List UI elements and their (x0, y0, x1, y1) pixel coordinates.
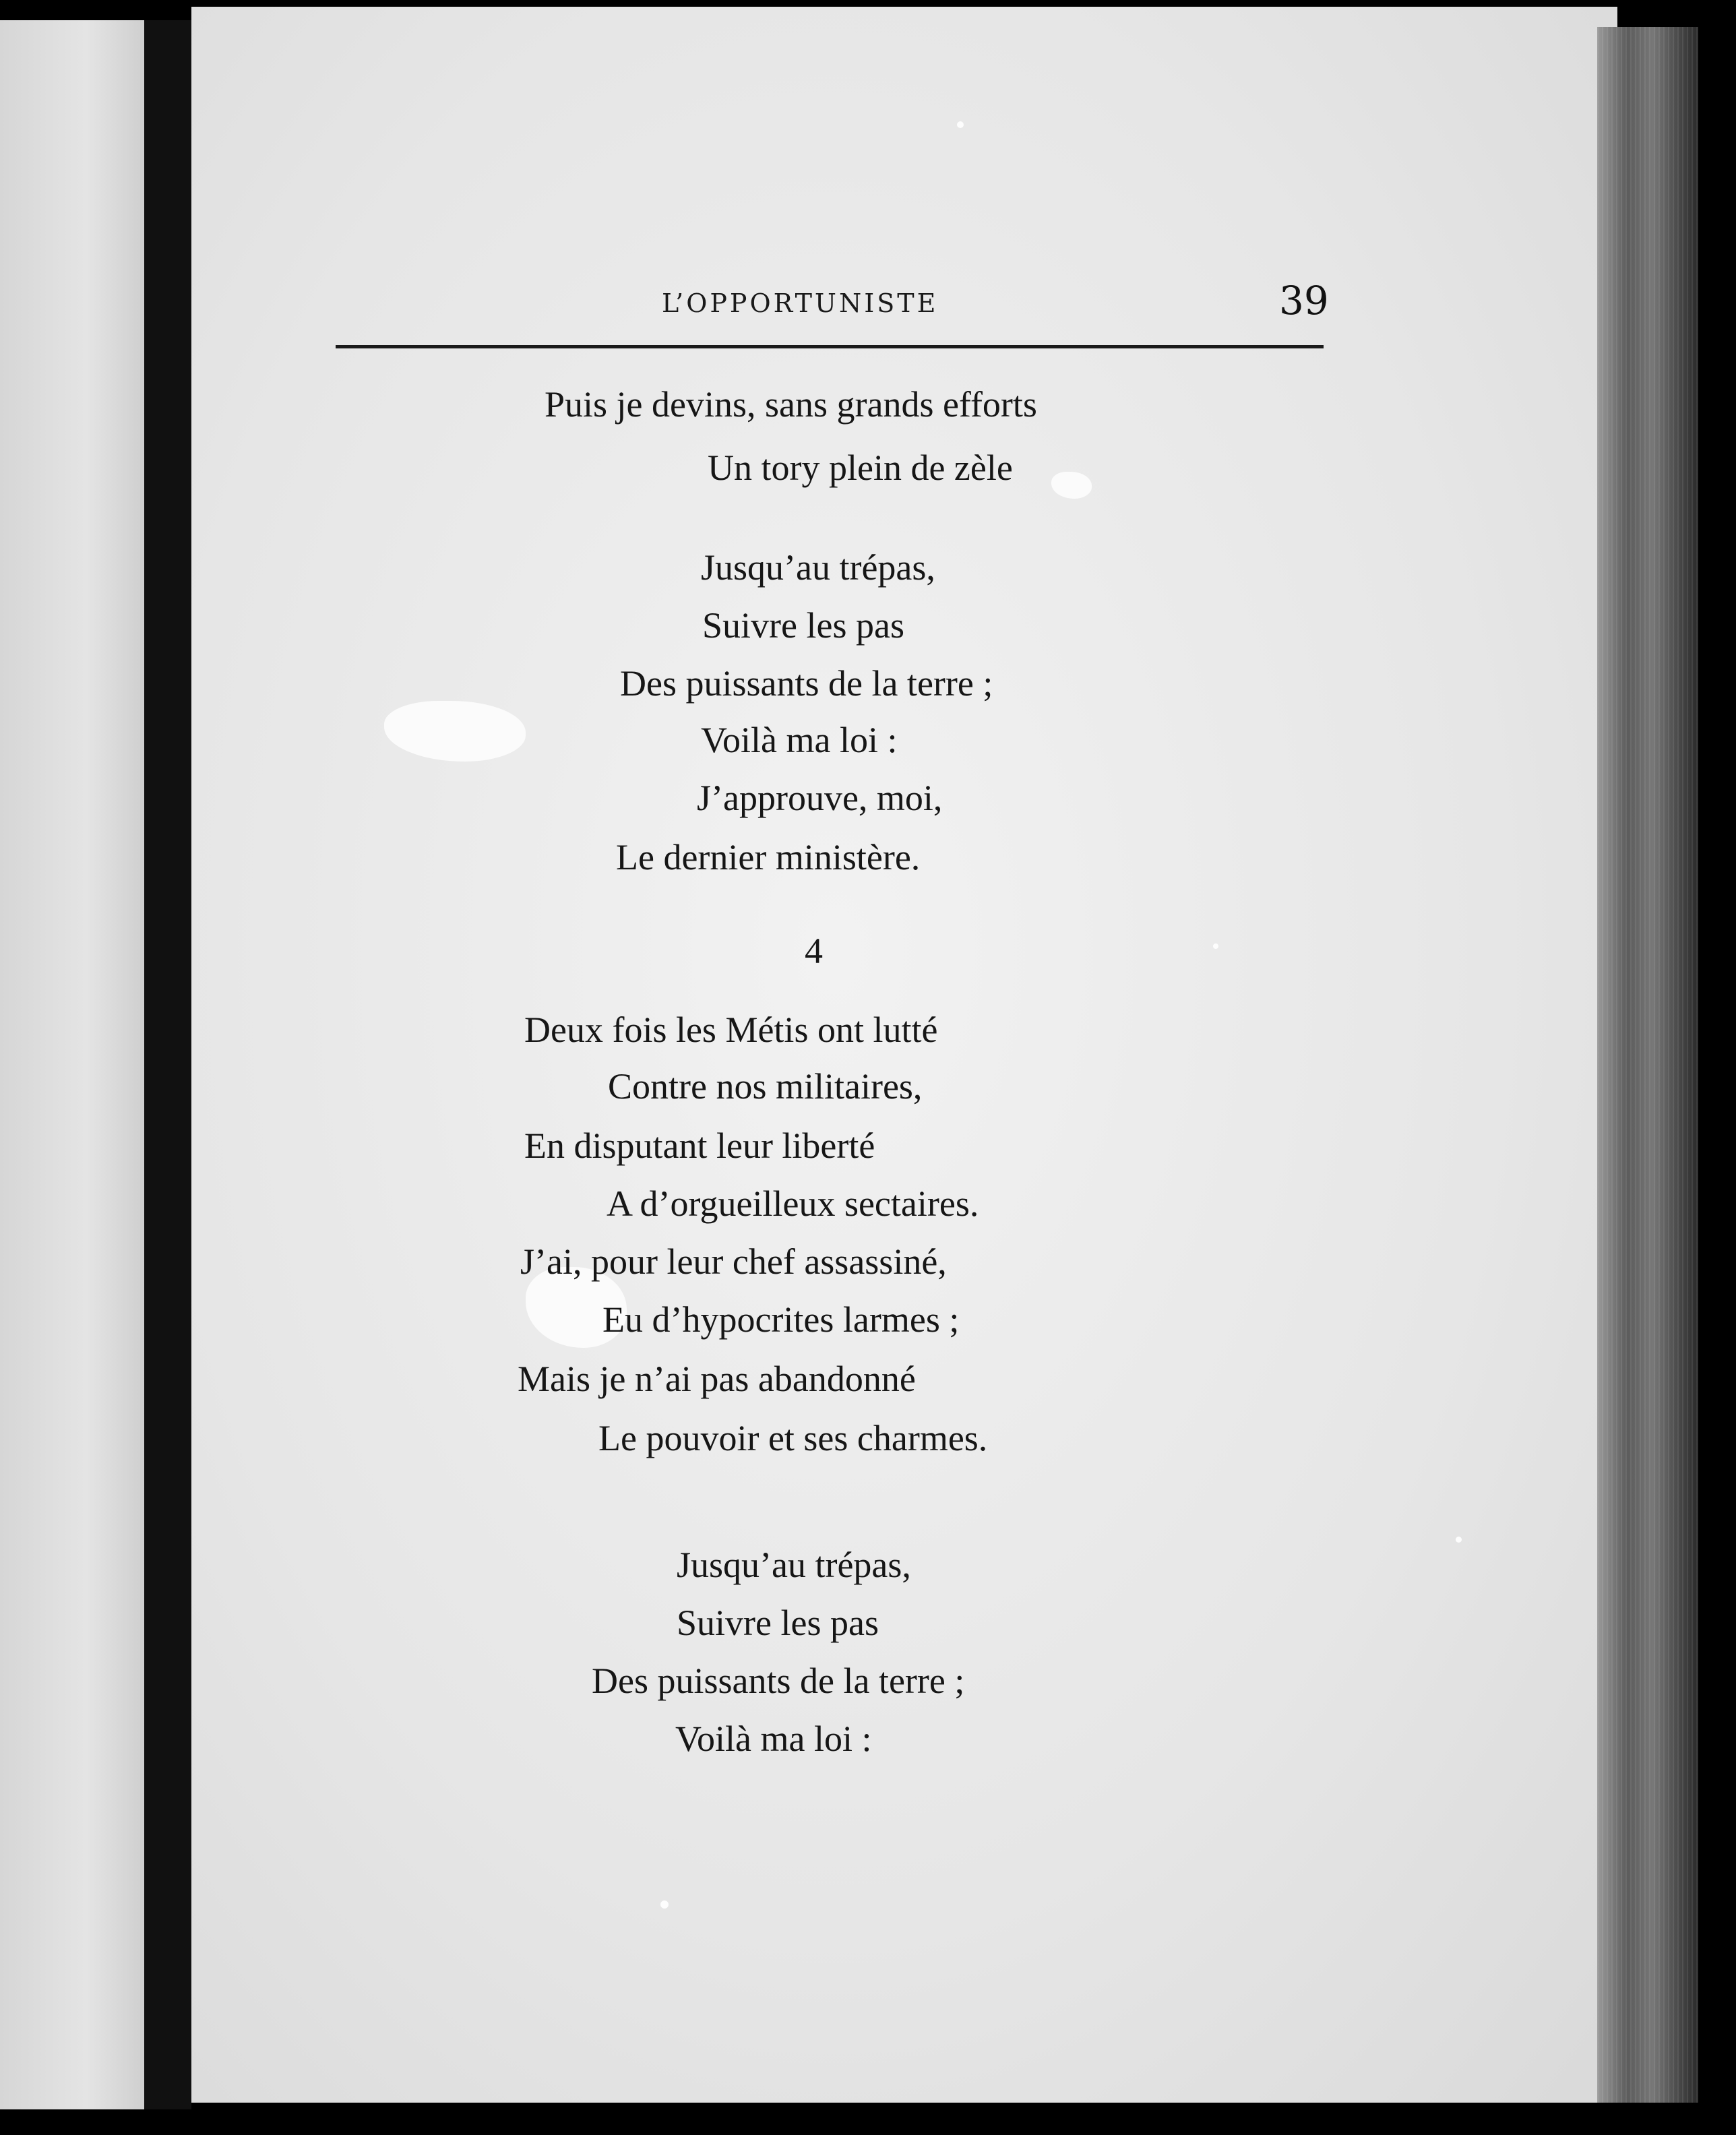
refrain-line: Le dernier ministère. (616, 837, 921, 877)
verse-line: Eu d’hypocrites larmes ; (602, 1299, 960, 1340)
verse-line: J’ai, pour leur chef assassiné, (520, 1241, 947, 1282)
paper-speck (957, 121, 964, 128)
refrain-line: J’approuve, moi, (697, 778, 943, 818)
verse-line: Puis je devins, sans grands efforts (545, 384, 1037, 425)
refrain-line: Voilà ma loi : (675, 1719, 872, 1759)
adjacent-page-edge (0, 20, 144, 2109)
paper-speck (660, 1900, 669, 1909)
page-sheet (191, 7, 1617, 2103)
book-gutter (144, 20, 191, 2109)
refrain-line: Voilà ma loi : (701, 720, 898, 760)
refrain-line: Suivre les pas (677, 1603, 879, 1643)
header-rule (336, 345, 1324, 348)
page-number: 39 (1279, 278, 1329, 323)
verse-line: Mais je n’ai pas abandonné (518, 1359, 916, 1399)
refrain-line: Jusqu’au trépas, (701, 547, 935, 588)
page-stack-lines (1597, 27, 1698, 2103)
verse-line: A d’orgueilleux sectaires. (607, 1183, 979, 1224)
refrain-line: Suivre les pas (702, 605, 904, 646)
refrain-line: Jusqu’au trépas, (677, 1545, 911, 1585)
stanza-number: 4 (805, 931, 823, 971)
running-title: L’OPPORTUNISTE (662, 288, 939, 318)
paper-speck (1213, 943, 1218, 949)
paper-speck (1456, 1537, 1462, 1543)
verse-line: Un tory plein de zèle (708, 447, 1013, 488)
verse-line: Le pouvoir et ses charmes. (598, 1418, 988, 1458)
verse-line: Deux fois les Métis ont lutté (524, 1010, 938, 1050)
refrain-line: Des puissants de la terre ; (620, 663, 993, 704)
refrain-line: Des puissants de la terre ; (592, 1661, 965, 1701)
verse-line: En disputant leur liberté (524, 1125, 875, 1166)
verse-line: Contre nos militaires, (608, 1066, 923, 1107)
